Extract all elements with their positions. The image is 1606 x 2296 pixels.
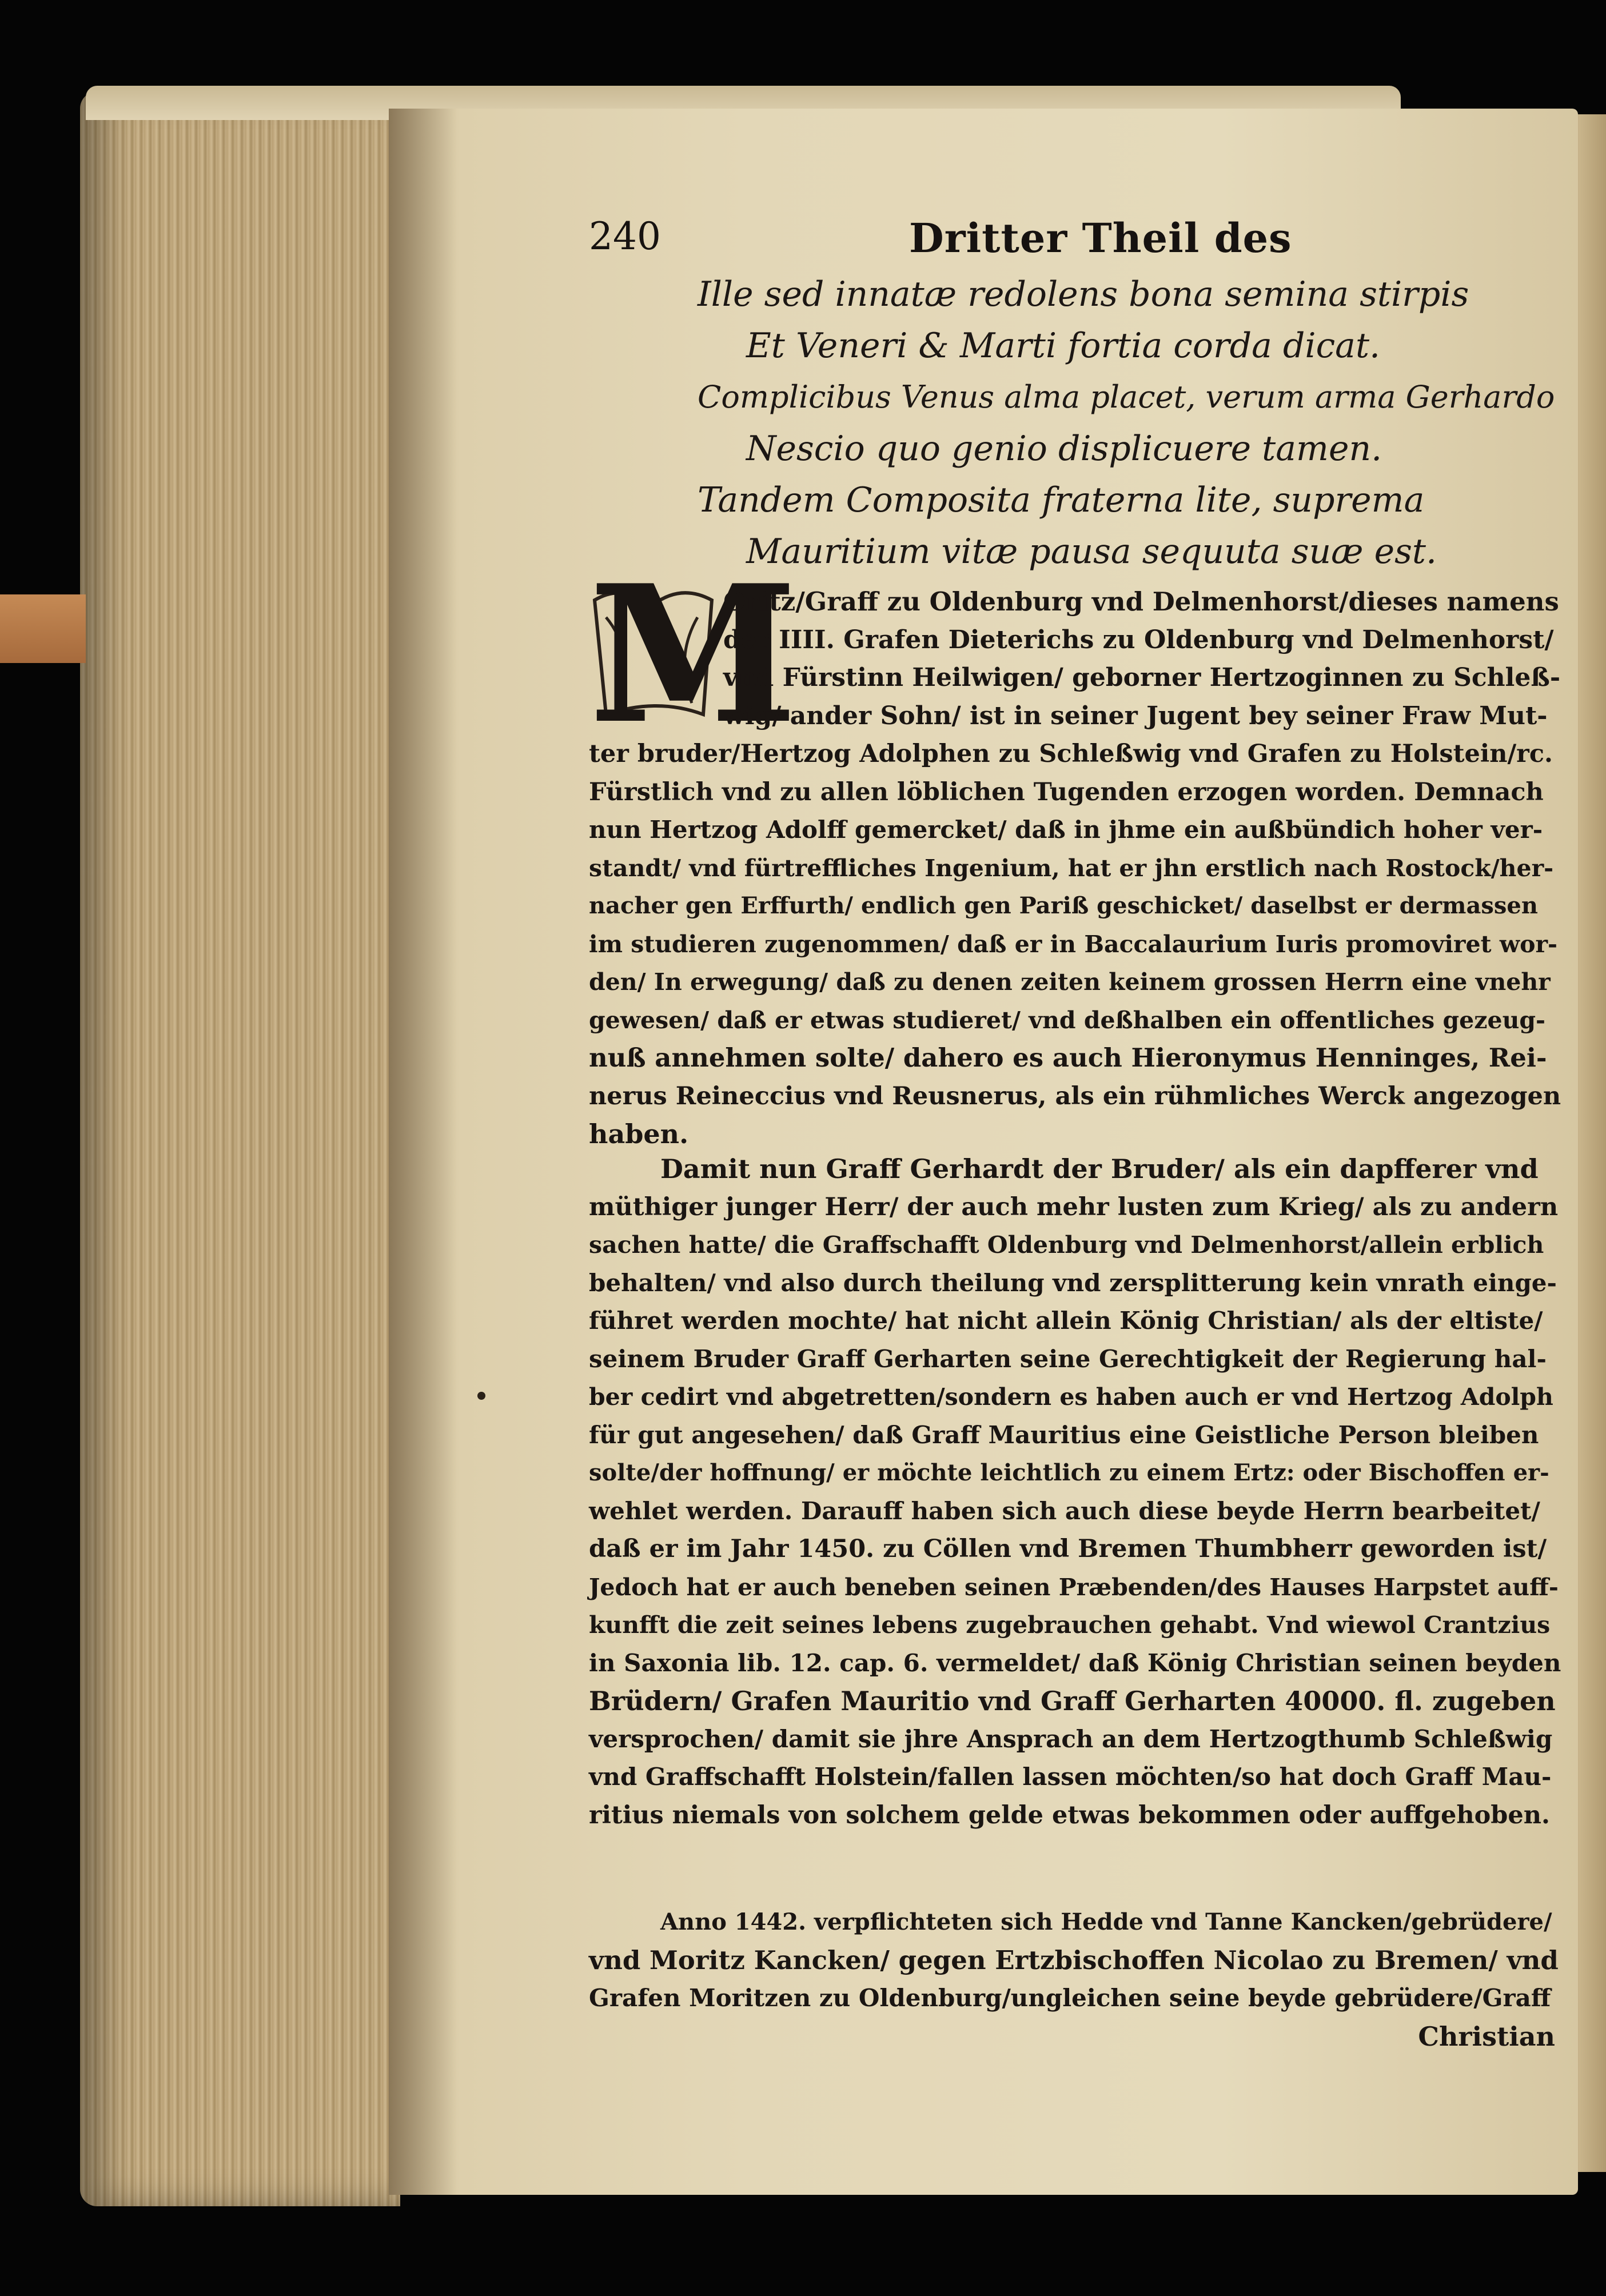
text-line: versprochen/ damit sie jhre Ansprach an dem Hertzogthumb Schleßwig [589,1724,1553,1753]
running-head [589,214,1561,260]
text-line: Grafen Moritzen zu Oldenburg/ungleichen seine beyde gebrüdere/Graff [589,1984,1551,2012]
text-line: Fürstlich vnd zu allen löblichen Tugenden erzogen worden. Demnach [589,777,1544,806]
paragraph-1 [589,583,1561,1153]
text-line: gewesen/ daß er etwas studieret/ vnd deßhalben ein offentliches gezeug- [589,1006,1546,1034]
text-line: Brüdern/ Grafen Mauritio vnd Graff Gerharten 40000. fl. zugeben [589,1686,1556,1716]
text-line: vnd Moritz Kancken/ gegen Ertzbischoffen Nicolao zu Bremen/ vnd [589,1944,1559,1975]
text-line: ter bruder/Hertzog Adolphen zu Schleßwig vnd Grafen zu Holstein/rc. [589,740,1553,768]
text-line: standt/ vnd fürtreffliches Ingenium, hat er jhn erstlich nach Rostock/her- [589,854,1554,882]
gutter-shadow [389,109,457,2195]
verse-line: Tandem Composita fraterna lite, suprema [698,480,1425,520]
text-line: Jedoch hat er auch beneben seinen Præbenden/des Hauses Harpstet auff- [589,1573,1559,1601]
text-line: nacher gen Erffurth/ endlich gen Pariß geschicket/ daselbst er dermassen [589,892,1538,919]
text-line: behalten/ vnd also durch theilung vnd zersplitterung kein vnrath einge- [589,1268,1557,1297]
text-line: führet werden mochte/ hat nicht allein König Christian/ als der eltiste/ [589,1307,1543,1335]
text-line: wehlet werden. Darauff haben sich auch diese beyde Herrn bearbeitet/ [589,1496,1540,1525]
text-line: kunfft die zeit seines lebens zugebrauchen gehabt. Vnd wiewol Crantzius [589,1611,1551,1639]
text-line: sachen hatte/ die Graffschafft Oldenburg vnd Delmenhorst/allein erblich [589,1231,1544,1259]
text-line: Oritz/Graff zu Oldenburg vnd Delmenhorst/dieses namens [723,586,1559,617]
verse-line: Et Veneri & Marti fortia corda dicat. [746,326,1381,366]
page-number: 240 [589,214,661,258]
verse-line: Ille sed innatæ redolens bona semina stirpis [698,274,1469,314]
text-line: vnd Graffschafft Holstein/fallen lassen möchten/so hat doch Graff Mau- [589,1763,1552,1791]
text-line: ritius niemals von solchem gelde etwas bekommen oder auffgehoben. [589,1800,1550,1830]
running-head-title: Dritter Theil des [909,214,1292,262]
text-line: wig/ ander Sohn/ ist in seiner Jugent bey seiner Fraw Mut- [723,701,1548,730]
text-line: in Saxonia lib. 12. cap. 6. vermeldet/ daß König Christian seinen beyden [589,1648,1561,1677]
catchword: Christian [1418,2021,1555,2052]
text-line: der IIII. Grafen Dieterichs zu Oldenburg vnd Delmenhorst/ [723,625,1554,654]
text-line: müthiger junger Herr/ der auch mehr lusten zum Krieg/ als zu andern [589,1192,1559,1221]
initial-letter: M [589,544,798,765]
text-line: nuß annehmen solte/ dahero es auch Hieronymus Henninges, Rei- [589,1043,1547,1073]
verse-line: Mauritium vitæ pausa sequuta suæ est. [746,532,1437,572]
paragraph-2 [589,1150,1561,1834]
book-page-edges [80,91,400,2206]
text-line: seinem Bruder Graff Gerharten seine Gerechtigkeit der Regierung hal- [589,1344,1547,1373]
text-line: nerus Reineccius vnd Reusnerus, als ein rühmliches Werck angezogen [589,1081,1561,1111]
text-line: solte/der hoffnung/ er möchte leichtlich zu einem Ertz: oder Bischoffen er- [589,1459,1549,1486]
latin-verse [698,269,1555,577]
text-line: ber cedirt vnd abgetretten/sondern es haben auch er vnd Hertzog Adolph [589,1383,1553,1411]
text-line: vnd Fürstinn Heilwigen/ geborner Hertzoginnen zu Schleß- [723,663,1561,692]
paragraph-3 [589,1903,1561,2055]
text-line: daß er im Jahr 1450. zu Cöllen vnd Bremen Thumbherr geworden ist/ [589,1535,1547,1563]
text-line: Damit nun Graff Gerhardt der Bruder/ als ein dapfferer vnd [660,1153,1539,1184]
text-line: haben. [589,1119,689,1149]
ink-spot [477,1392,485,1400]
bookmark-ribbon [0,594,86,663]
verse-line: Nescio quo genio displicuere tamen. [746,429,1382,469]
text-line: für gut angesehen/ daß Graff Mauritius eine Geistliche Person bleiben [589,1420,1539,1449]
text-line: den/ In erwegung/ daß zu denen zeiten keinem grossen Herrn eine vnehr [589,968,1551,996]
verse-line: Complicibus Venus alma placet, verum arma Gerhardo [698,379,1555,415]
text-line: nun Hertzog Adolff gemercket/ daß in jhme ein außbündich hoher ver- [589,816,1543,844]
text-line: Anno 1442. verpflichteten sich Hedde vnd Tanne Kancken/gebrüdere/ [660,1908,1552,1935]
text-line: im studieren zugenommen/ daß er in Baccalaurium Iuris promoviret wor- [589,930,1558,958]
